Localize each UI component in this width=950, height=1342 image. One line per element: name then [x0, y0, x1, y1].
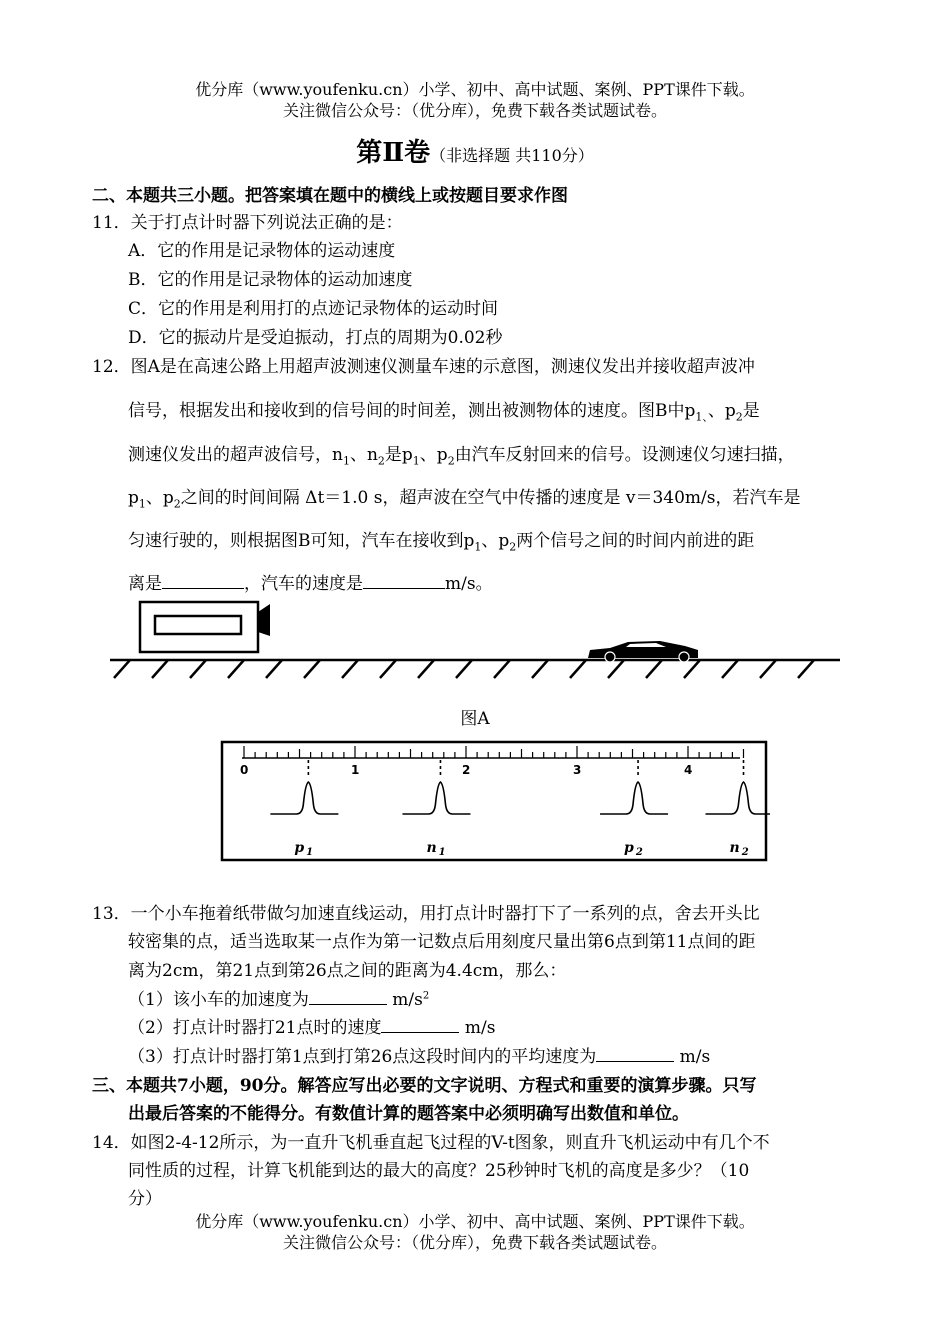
header-line-1: 优分库（www.youfenku.cn）小学、初中、高中试题、案例、PPT课件下载。	[195, 80, 755, 99]
scale-label: 2	[462, 763, 471, 777]
scale-label: 3	[573, 763, 582, 777]
road-hatch-mark	[190, 660, 206, 678]
road-hatch-mark	[570, 660, 586, 678]
section-title-main: 第Ⅱ卷	[356, 138, 431, 168]
figure-b	[220, 740, 770, 864]
road-hatch-mark	[114, 660, 130, 678]
q13-blank-2[interactable]	[381, 1018, 459, 1033]
q12-line-3: 测速仪发出的超声波信号，$n_1$、$n_2$是$p_1$、$p_2$由汽车反射回来的信号。设测速仪匀速扫描，	[128, 445, 795, 468]
section-title	[0, 132, 950, 169]
pulse-label-n2: n $_2$	[729, 840, 749, 858]
q11-option-b: B．它的作用是记录物体的运动加速度	[128, 270, 413, 290]
road-hatch-mark	[228, 660, 244, 678]
footer-line-2: 关注微信公众号：（优分库），免费下载各类试题试卷。	[282, 1233, 667, 1252]
scale-label: 0	[240, 763, 249, 777]
road-hatch-mark	[494, 660, 510, 678]
speed-gun-icon	[140, 602, 270, 652]
road-hatch-mark	[722, 660, 738, 678]
road-hatch-mark	[266, 660, 282, 678]
q14-line-1: 14．如图2-4-12所示，为一直升飞机垂直起飞过程的V-t图象，则直升飞机运动中有几个不	[92, 1133, 770, 1153]
footer-line-1: 优分库（www.youfenku.cn）小学、初中、高中试题、案例、PPT课件下载。	[195, 1212, 755, 1231]
pulse-label-p1: p $_1$	[294, 840, 314, 858]
part3-line-1: 三、本题共7小题，90分。解答应写出必要的文字说明、方程式和重要的演算步骤。只写	[92, 1076, 757, 1096]
section-title-sub: （非选择题 共110分）	[430, 146, 594, 165]
road-hatch-mark	[380, 660, 396, 678]
q13-line-3: 离为2cm，第21点到第26点之间的距离为4.4cm，那么：	[128, 961, 567, 981]
pulse-label-p2: p $_2$	[624, 840, 643, 858]
q12-line-2: 信号，根据发出和接收到的信号间的时间差，测出被测物体的速度。图B中$p_{1、}$、$p_2$是	[128, 401, 760, 424]
q11-option-d: D．它的振动片是受迫振动，打点的周期为0.02秒	[128, 328, 503, 348]
scale-label: 1	[351, 763, 360, 777]
q14-line-3: 分）	[128, 1189, 162, 1209]
part2-heading: 二、本题共三小题。把答案填在题中的横线上或按题目要求作图	[92, 186, 568, 206]
q12-line-6: 离是 ，汽车的速度是 m/s。	[128, 574, 493, 594]
q13-blank-3[interactable]	[596, 1047, 674, 1062]
part3-line-2: 出最后答案的不能得分。有数值计算的题答案中必须明确写出数值和单位。	[128, 1104, 689, 1124]
q12-line-4: $p_1$、$p_2$之间的时间间隔 Δt＝1.0 s，超声波在空气中传播的速度是 v＝340m/s，若汽车是	[128, 488, 801, 511]
q13-part-2: （2）打点计时器打21点时的速度 m/s	[128, 1018, 496, 1038]
road-hatch-mark	[646, 660, 662, 678]
road-hatching	[114, 660, 814, 678]
q11-stem: 11．关于打点计时器下列说法正确的是：	[92, 213, 403, 233]
road-hatch-mark	[418, 660, 434, 678]
q11-option-c: C．它的作用是利用打的点迹记录物体的运动时间	[128, 299, 499, 319]
road-hatch-mark	[760, 660, 776, 678]
road-hatch-mark	[532, 660, 548, 678]
road-hatch-mark	[342, 660, 358, 678]
road-hatch-mark	[798, 660, 814, 678]
scale-label: 4	[684, 763, 693, 777]
road-hatch-mark	[608, 660, 624, 678]
q13-blank-1[interactable]	[309, 990, 387, 1005]
pulse-label-n1: n $_1$	[426, 840, 446, 858]
road-hatch-mark	[456, 660, 472, 678]
q13-line-2: 较密集的点，适当选取某一点作为第一记数点后用刻度尺量出第6点到第11点间的距	[128, 932, 756, 952]
road-hatch-mark	[684, 660, 700, 678]
header-line-2: 关注微信公众号：（优分库），免费下载各类试题试卷。	[282, 101, 667, 120]
q11-option-a: A．它的作用是记录物体的运动速度	[128, 241, 396, 261]
q12-line-5: 匀速行驶的，则根据图B可知，汽车在接收到$p_1$、$p_2$两个信号之间的时间内前进的距	[128, 531, 755, 554]
q13-line-1: 13．一个小车拖着纸带做匀加速直线运动，用打点计时器打下了一系列的点，舍去开头比	[92, 904, 760, 924]
q12-blank-speed[interactable]	[363, 574, 445, 589]
q12-blank-distance[interactable]	[162, 574, 244, 589]
figure-a-caption: 图A	[460, 709, 490, 729]
road-hatch-mark	[304, 660, 320, 678]
road-hatch-mark	[152, 660, 168, 678]
q14-line-2: 同性质的过程，计算飞机能到达的最大的高度？25秒钟时飞机的高度是多少？（10	[128, 1161, 750, 1181]
q13-part-1: （1）该小车的加速度为 $m/s^2$	[128, 990, 430, 1010]
figure-a	[100, 598, 850, 688]
q13-part-3: （3）打点计时器打第1点到打第26点这段时间内的平均速度为 m/s	[128, 1047, 711, 1067]
q12-line-1: 12．图A是在高速公路上用超声波测速仪测量车速的示意图，测速仪发出并接收超声波冲	[92, 357, 755, 377]
